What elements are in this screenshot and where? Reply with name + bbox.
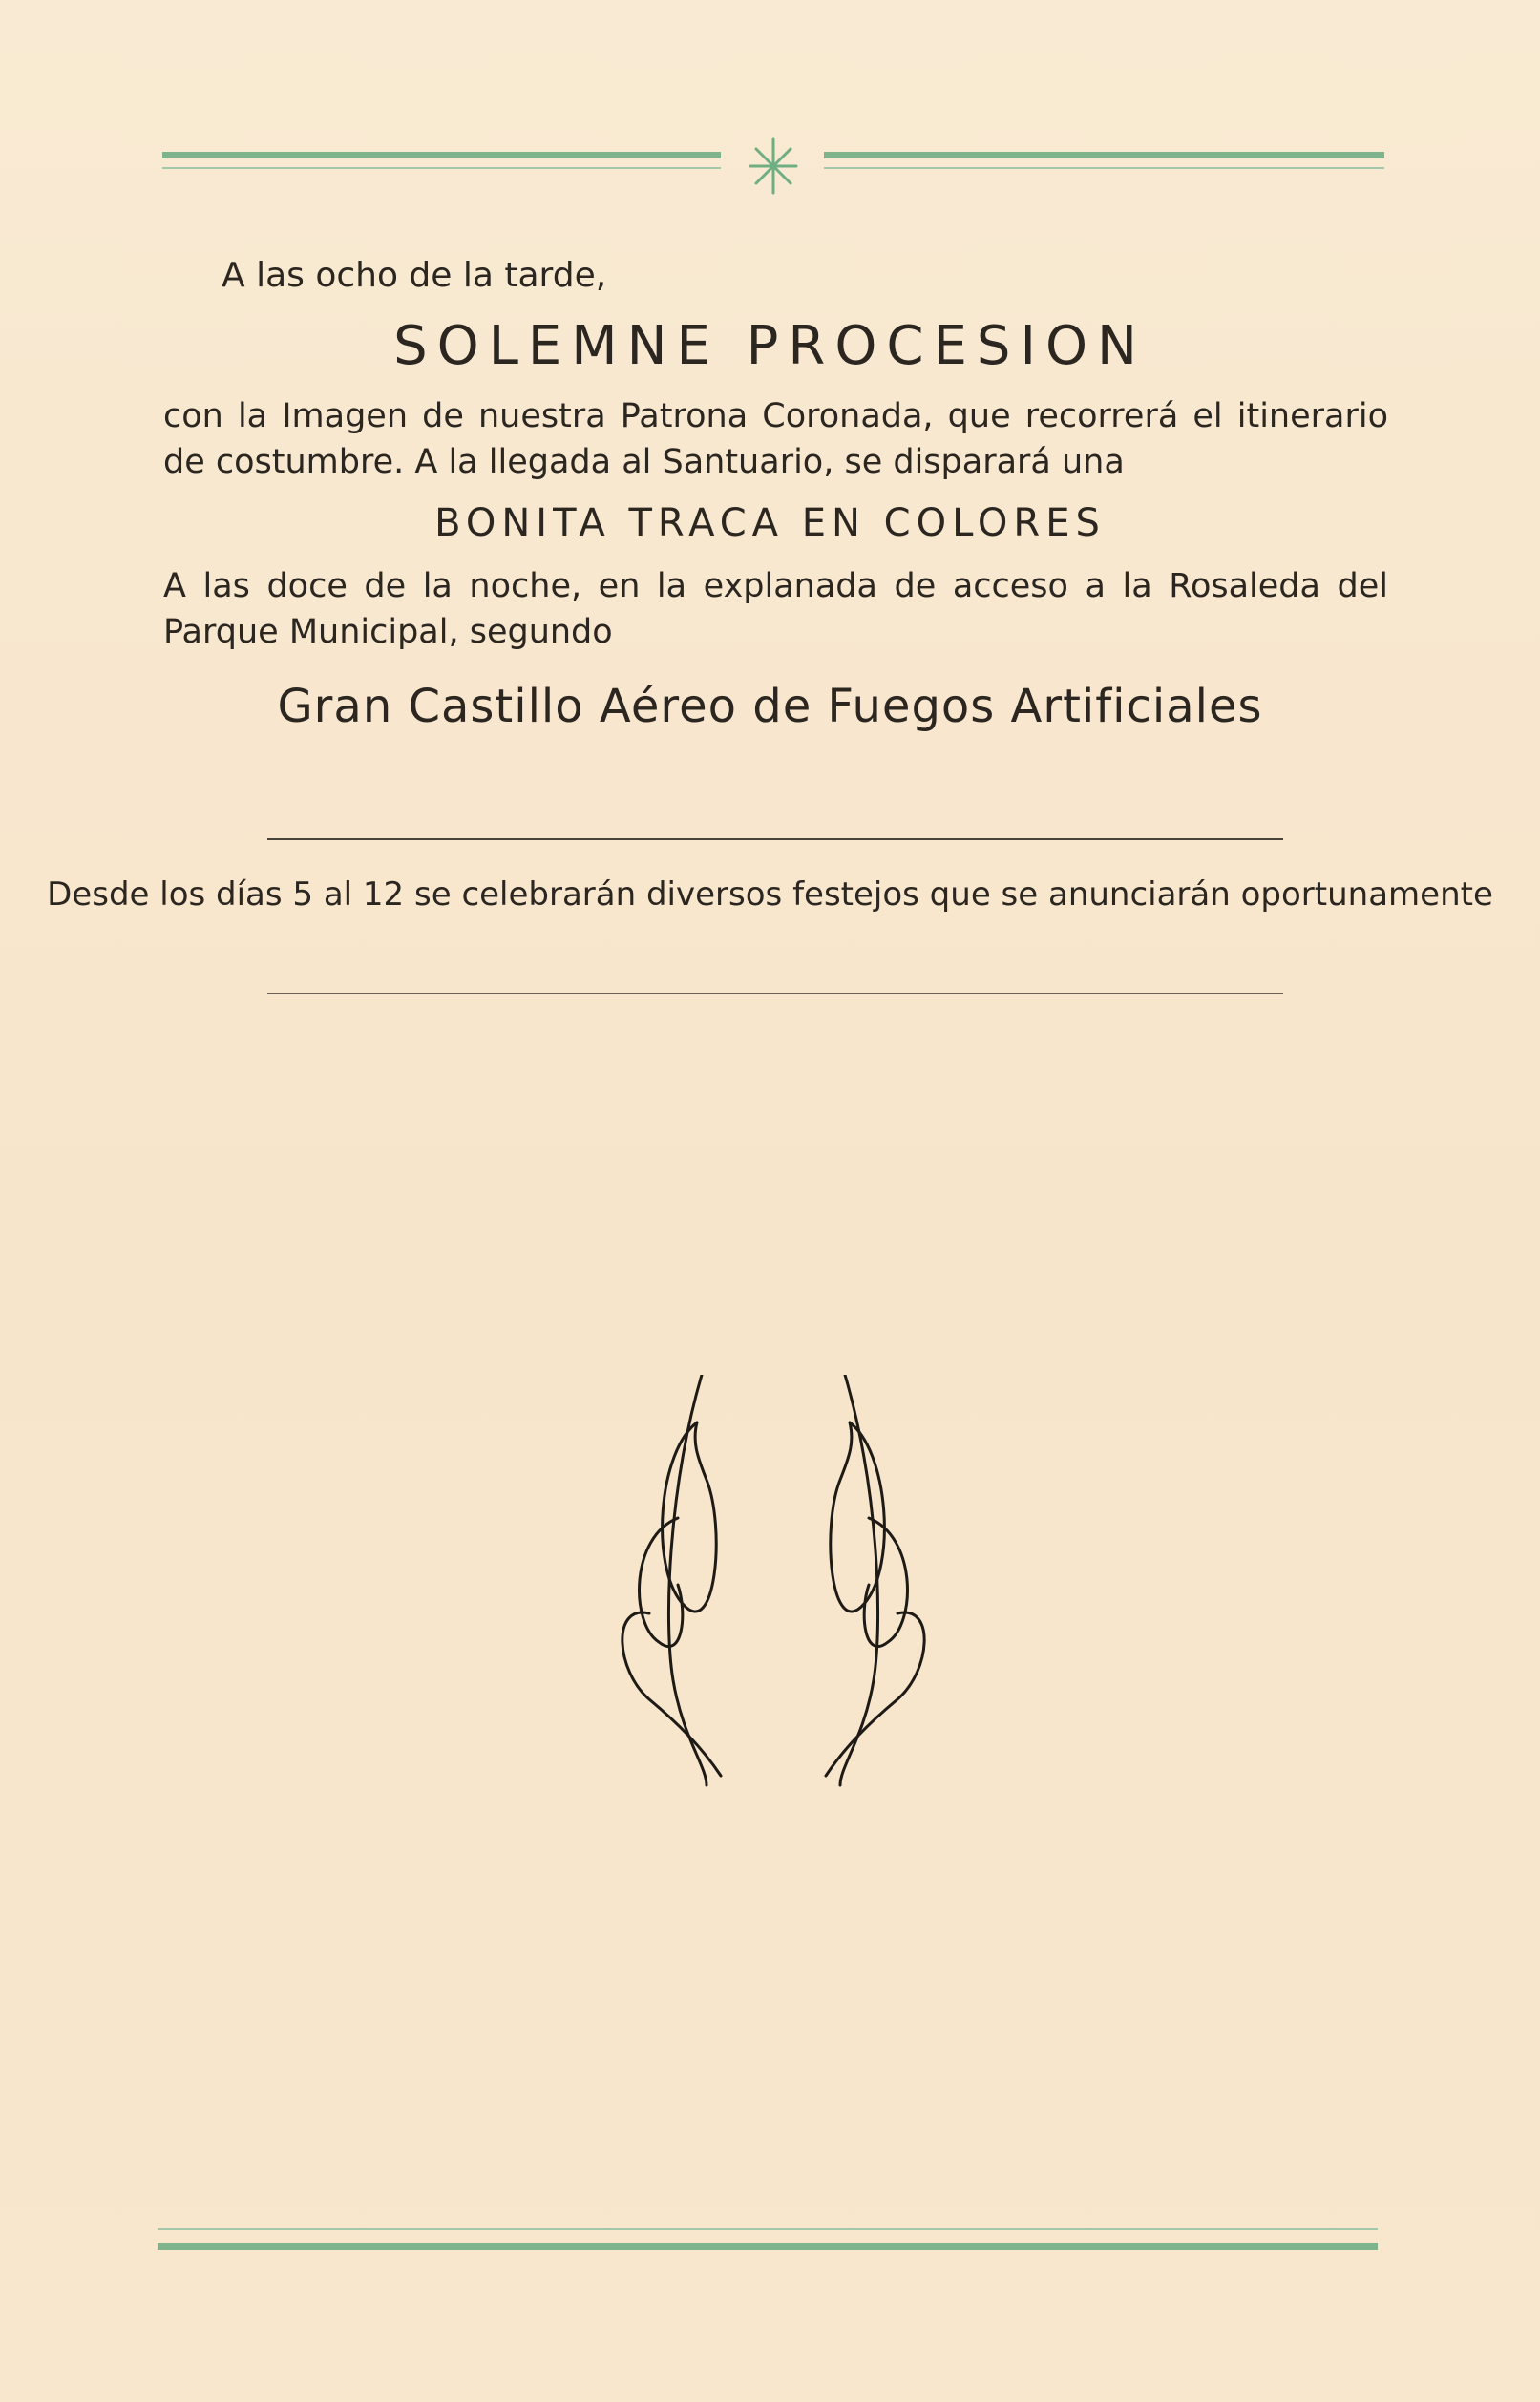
announcement-text: Desde los días 5 al 12 se celebrarán diversos festejos que se anunciarán oportunamente (47, 875, 1493, 914)
top-rule-left (162, 143, 721, 181)
divider-lower (267, 993, 1283, 994)
top-rule-right (824, 143, 1384, 181)
fireworks-title: Gran Castillo Aéreo de Fuegos Artificiales (277, 680, 1263, 733)
intro-text: A las ocho de la tarde, (222, 256, 607, 295)
divider-upper (267, 838, 1283, 840)
top-decorative-rule (162, 143, 1384, 181)
procession-title: SOLEMNE PROCESION (393, 315, 1147, 377)
calligraphic-flourish-icon (611, 1375, 936, 1795)
asterisk-star-icon (743, 136, 804, 197)
traca-title: BONITA TRACA EN COLORES (434, 501, 1106, 545)
bottom-decorative-rule (158, 2224, 1378, 2253)
fireworks-paragraph: A las doce de la noche, en la explanada de acceso a la Rosaleda del Parque Municipal, segundo (163, 567, 1388, 651)
procession-paragraph: con la Imagen de nuestra Patrona Coronada, que recorrerá el itinerario de costumbre. A la llegada al Santuario, se disparará una (163, 397, 1388, 481)
